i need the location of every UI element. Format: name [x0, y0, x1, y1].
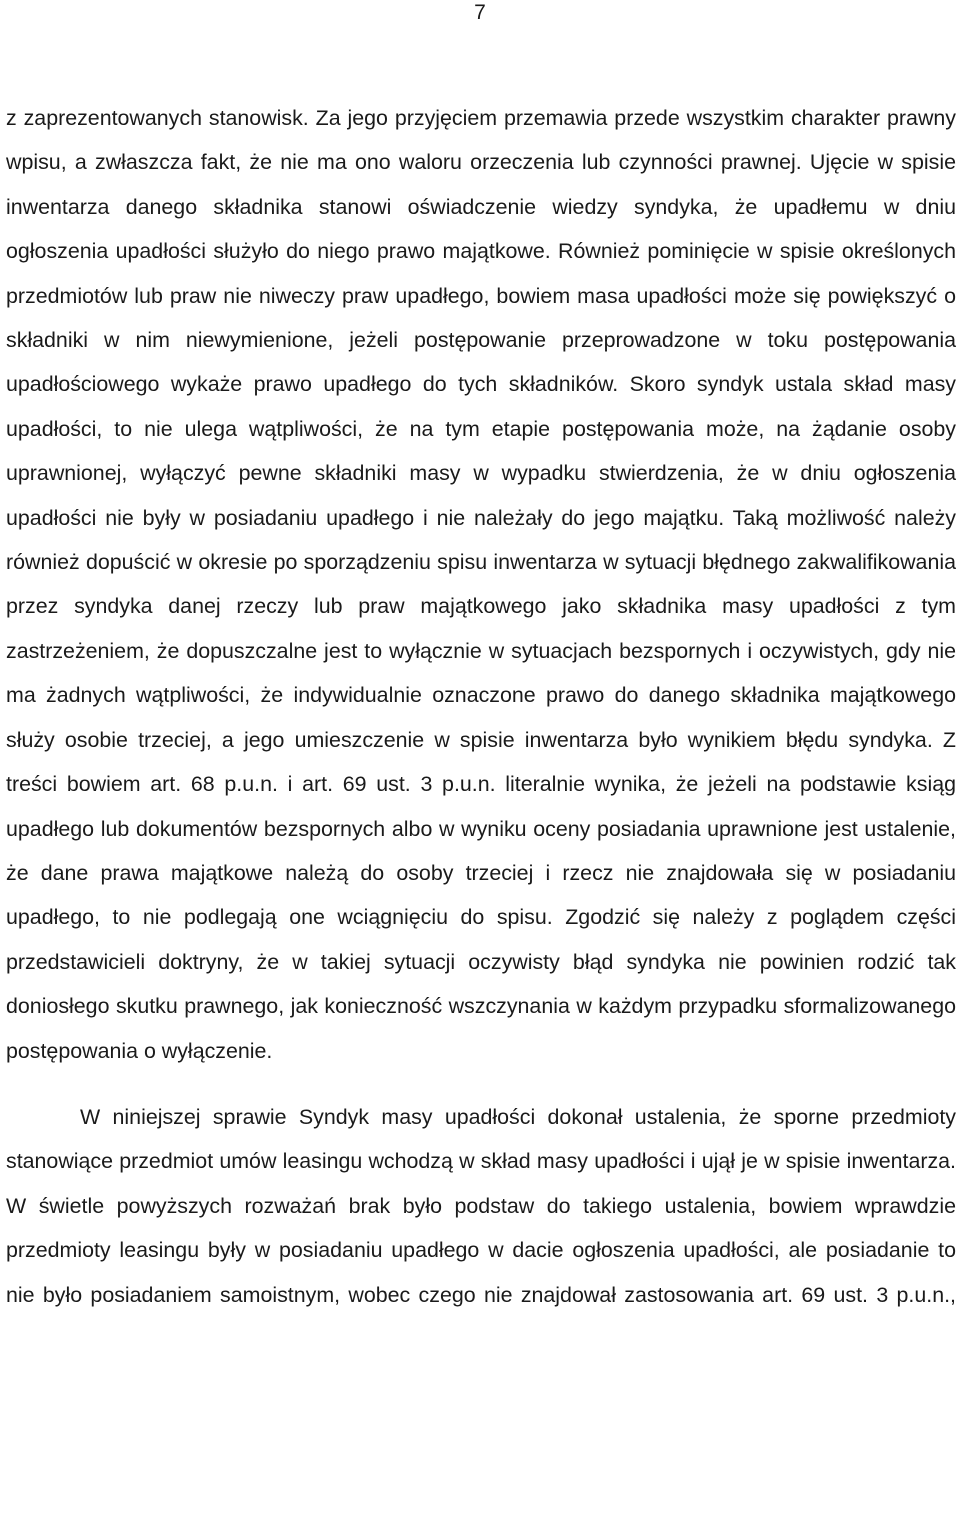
page-number: 7: [474, 1, 486, 24]
paragraph-2: W niniejszej sprawie Syndyk masy upadłości dokonał ustalenia, że sporne przedmioty stanowiące przedmiot umów leasingu wchodzą w skład masy upadłości i ujął je w spisie inwentarza. W świetle powyższych rozważań brak było podstaw do takiego ustalenia, bowiem wprawdzie przedmioty leasingu były w posiadaniu upadłego w dacie ogłoszenia upadłości, ale posiadanie to nie było posiadaniem samoistnym, wobec czego nie znajdował zastosowania art. 69 ust. 3 p.u.n.,: [6, 1104, 956, 1307]
paragraph-1: z zaprezentowanych stanowisk. Za jego przyjęciem przemawia przede wszystkim charakter prawny wpisu, a zwłaszcza fakt, że nie ma ono waloru orzeczenia lub czynności prawnej. Ujęcie w spisie inwentarza danego składnika stanowi oświadczenie wiedzy syndyka, że upadłemu w dniu ogłoszenia upadłości służyło do niego prawo majątkowe. Również pominięcie w spisie określonych przedmiotów lub praw nie niweczy praw upadłego, bowiem masa upadłości może się powiększyć o składniki w nim niewymienione, jeżeli postępowanie przeprowadzone w toku postępowania upadłościowego wykaże prawo upadłego do tych składników. Skoro syndyk ustala skład masy upadłości, to nie ulega wątpliwości, że na tym etapie postępowania może, na żądanie osoby uprawnionej, wyłączyć pewne składniki masy w wypadku stwierdzenia, że w dniu ogłoszenia upadłości nie były w posiadaniu upadłego i nie należały do jego majątku. Taką możliwość należy również dopuścić w okresie po sporządzeniu spisu inwentarza w sytuacji błędnego zakwalifikowania przez syndyka danej rzeczy lub praw majątkowego jako składnika masy upadłości z tym zastrzeżeniem, że dopuszczalne jest to wyłącznie w sytuacjach bezspornych i oczywistych, gdy nie ma żadnych wątpliwości, że indywidualnie oznaczone prawo do danego składnika majątkowego służy osobie trzeciej, a jego umieszczenie w spisie inwentarza było wynikiem błędu syndyka. Z treści bowiem art. 68 p.u.n. i art. 69 ust. 3 p.u.n. literalnie wynika, że jeżeli na podstawie ksiąg upadłego lub dokumentów bezspornych albo w wyniku oceny posiadania uprawnione jest ustalenie, że dane prawa majątkowe należą do osoby trzeciej i rzecz nie znajdowała się w posiadaniu upadłego, to nie podlegają one wciągnięciu do spisu. Zgodzić się należy z poglądem części przedstawicieli doktryny, że w takiej sytuacji oczywisty błąd syndyka nie powinien rodzić tak doniosłego skutku prawnego, jak konieczność wszczynania w każdym przypadku sformalizowanego postępowania o wyłączenie.: [6, 106, 956, 1063]
document-body: [6, 96, 956, 1317]
